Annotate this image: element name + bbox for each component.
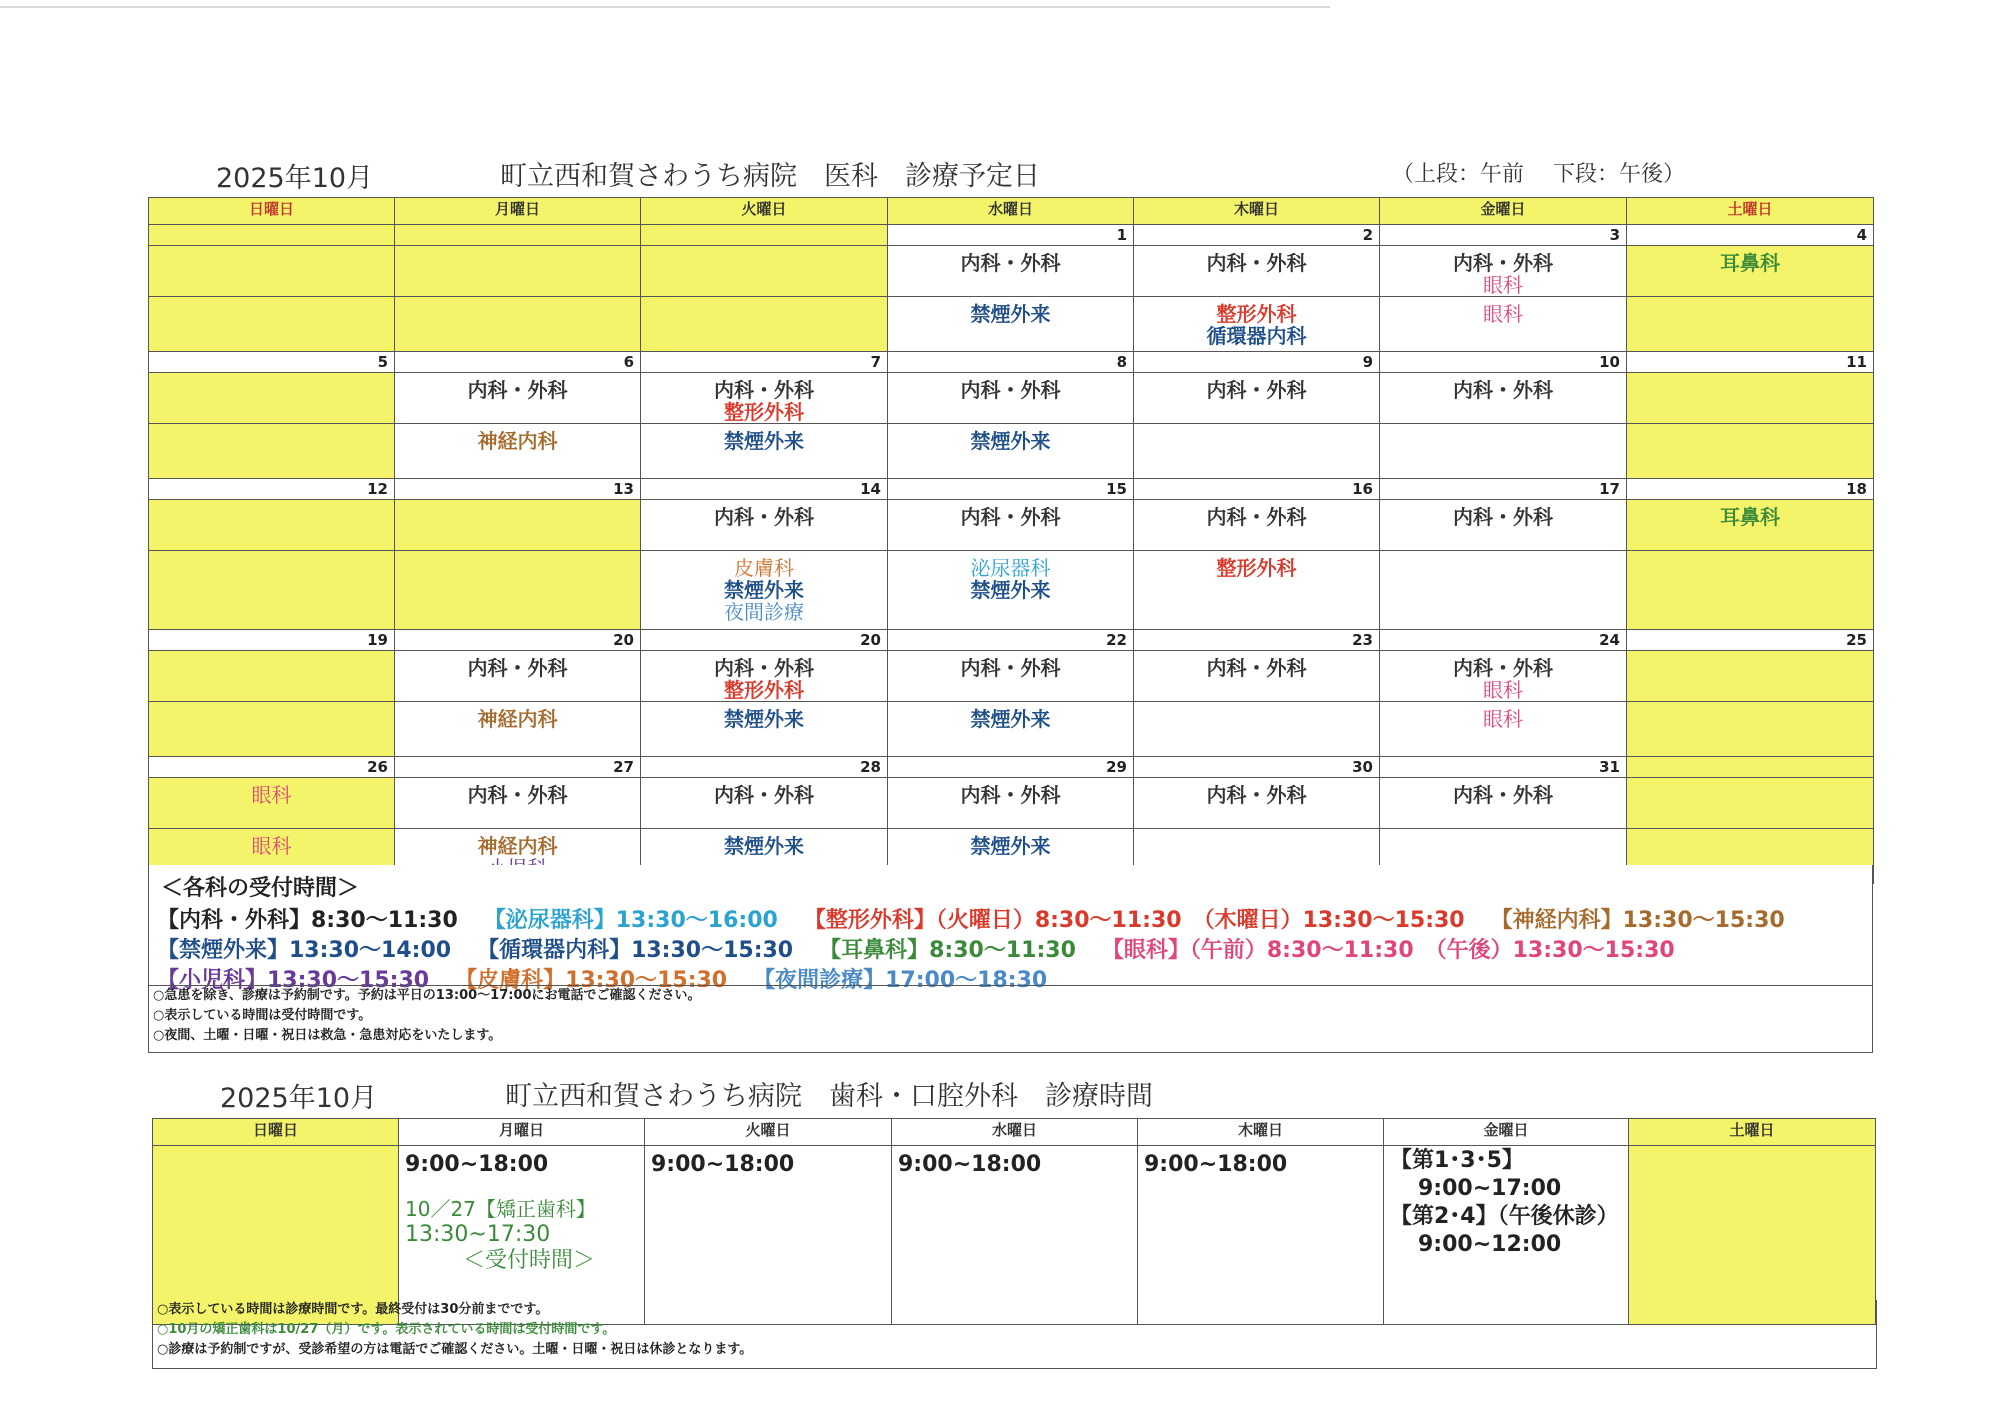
morning-cell bbox=[888, 778, 1134, 829]
day-number: 23 bbox=[1134, 630, 1380, 651]
day-number: 16 bbox=[1134, 479, 1380, 500]
dental-weekday-header: 土曜日 bbox=[1629, 1119, 1876, 1146]
department-label: 眼科 bbox=[1483, 678, 1523, 702]
morning-cell bbox=[888, 373, 1134, 424]
week-am-row bbox=[149, 373, 1874, 424]
dental-sunday-cell bbox=[153, 1146, 399, 1325]
morning-cell bbox=[1627, 500, 1874, 551]
dental-hours: 9:00~18:00 bbox=[651, 1152, 795, 1177]
afternoon-cell bbox=[1380, 702, 1627, 757]
orthodontics-date: 10／27【矯正歯科】 bbox=[405, 1197, 596, 1221]
reception-hours-item: 【耳鼻科】8:30〜11:30 bbox=[819, 938, 1076, 963]
department-label: 内科・外科 bbox=[714, 656, 814, 680]
dental-hours: 9:00~18:00 bbox=[1144, 1152, 1288, 1177]
morning-cell bbox=[1134, 246, 1380, 297]
day-number: 1 bbox=[888, 225, 1134, 246]
reception-hours-item: 【小児科】13:30〜15:30 bbox=[157, 968, 430, 993]
medical-title: 町立西和賀さわうち病院 医科 診療予定日 bbox=[500, 161, 1040, 192]
day-number: 22 bbox=[888, 630, 1134, 651]
orthodontics-reception-note: ＜受付時間＞ bbox=[463, 1248, 596, 1273]
morning-cell bbox=[1134, 500, 1380, 551]
department-label: 神経内科 bbox=[477, 429, 558, 453]
ampm-note: （上段：午前 下段：午後） bbox=[1392, 162, 1685, 187]
friday-week-label: 【第1･3･5】 bbox=[1390, 1148, 1524, 1173]
scan-edge-line bbox=[0, 6, 1330, 8]
day-number: 31 bbox=[1380, 757, 1627, 778]
department-label: 内科・外科 bbox=[1453, 783, 1553, 807]
afternoon-cell bbox=[1380, 424, 1627, 479]
day-number: 13 bbox=[395, 479, 641, 500]
department-label: 内科・外科 bbox=[960, 656, 1061, 680]
afternoon-cell bbox=[641, 297, 888, 352]
week-daynum-row bbox=[149, 225, 1874, 246]
morning-cell bbox=[149, 651, 395, 702]
afternoon-cell bbox=[1380, 551, 1627, 630]
day-number: 25 bbox=[1627, 630, 1874, 651]
department-label: 禁煙外来 bbox=[970, 429, 1051, 453]
department-label: 内科・外科 bbox=[960, 505, 1061, 529]
morning-cell bbox=[888, 500, 1134, 551]
afternoon-cell bbox=[395, 702, 641, 757]
day-number: 20 bbox=[641, 630, 888, 651]
note-line: ○表示している時間は診療時間です。最終受付は30分前までです。 bbox=[157, 1302, 549, 1317]
morning-cell bbox=[641, 500, 888, 551]
department-label: 整形外科 bbox=[1216, 302, 1297, 326]
day-number: 10 bbox=[1380, 352, 1627, 373]
morning-cell bbox=[395, 651, 641, 702]
afternoon-cell bbox=[1627, 551, 1874, 630]
afternoon-cell bbox=[888, 702, 1134, 757]
morning-cell bbox=[1380, 778, 1627, 829]
dental-weekday-header: 日曜日 bbox=[153, 1119, 399, 1146]
morning-cell bbox=[641, 246, 888, 297]
day-number: 14 bbox=[641, 479, 888, 500]
department-label: 整形外科 bbox=[1216, 556, 1297, 580]
afternoon-cell bbox=[149, 424, 395, 479]
day-number: 18 bbox=[1627, 479, 1874, 500]
day-number: 19 bbox=[149, 630, 395, 651]
department-label: 耳鼻科 bbox=[1720, 251, 1780, 275]
day-number: 3 bbox=[1380, 225, 1627, 246]
dental-weekday-header: 水曜日 bbox=[892, 1119, 1138, 1146]
dental-saturday-cell bbox=[1629, 1146, 1876, 1325]
afternoon-cell bbox=[641, 424, 888, 479]
morning-cell bbox=[149, 246, 395, 297]
department-label: 泌尿器科 bbox=[970, 556, 1051, 580]
dental-thursday-cell bbox=[1138, 1146, 1384, 1325]
morning-cell bbox=[641, 651, 888, 702]
dental-year-month: 2025年10月 bbox=[220, 1083, 378, 1114]
reception-hours-item: 【禁煙外来】13:30〜14:00 bbox=[157, 938, 452, 963]
day-number: 20 bbox=[395, 630, 641, 651]
department-label: 眼科 bbox=[1483, 273, 1523, 297]
morning-cell bbox=[1627, 778, 1874, 829]
afternoon-cell bbox=[149, 297, 395, 352]
morning-cell bbox=[395, 500, 641, 551]
reception-hours-item: 【皮膚科】13:30〜15:30 bbox=[455, 968, 728, 993]
department-label: 禁煙外来 bbox=[970, 302, 1051, 326]
weekday-header: 月曜日 bbox=[395, 198, 641, 225]
department-label: 内科・外科 bbox=[960, 251, 1061, 275]
department-label: 眼科 bbox=[251, 834, 292, 858]
department-label: 内科・外科 bbox=[714, 505, 814, 529]
department-label: 内科・外科 bbox=[1453, 656, 1553, 680]
afternoon-cell bbox=[641, 551, 888, 630]
week-am-row bbox=[149, 500, 1874, 551]
day-number: 15 bbox=[888, 479, 1134, 500]
morning-cell bbox=[1380, 246, 1627, 297]
afternoon-cell bbox=[1627, 424, 1874, 479]
reception-hours-item: 【内科・外科】8:30〜11:30 bbox=[157, 908, 458, 933]
morning-cell bbox=[641, 373, 888, 424]
department-label: 内科・外科 bbox=[467, 783, 568, 807]
morning-cell bbox=[1627, 246, 1874, 297]
department-label: 内科・外科 bbox=[1206, 505, 1307, 529]
legend-heading: ＜各科の受付時間＞ bbox=[161, 876, 360, 901]
department-label: 内科・外科 bbox=[467, 378, 568, 402]
reception-hours-item: 【整形外科】（火曜日）8:30〜11:30 （木曜日）13:30〜15:30 bbox=[803, 908, 1465, 933]
department-label: 禁煙外来 bbox=[724, 429, 804, 453]
reception-hours-legend bbox=[148, 865, 1873, 1053]
friday-hours: 9:00~17:00 bbox=[1418, 1176, 1562, 1201]
department-label: 内科・外科 bbox=[1206, 378, 1307, 402]
reception-hours-item: 【夜間診療】17:00〜18:30 bbox=[753, 968, 1048, 993]
week-pm-row bbox=[149, 551, 1874, 630]
weekday-header: 火曜日 bbox=[641, 198, 888, 225]
department-label: 耳鼻科 bbox=[1720, 505, 1780, 529]
department-label: 循環器内科 bbox=[1206, 324, 1307, 348]
morning-cell bbox=[395, 246, 641, 297]
note-line: ○診療は予約制ですが、受診希望の方は電話でご確認ください。土曜・日曜・祝日は休診となります。 bbox=[157, 1342, 753, 1357]
dental-wednesday-cell bbox=[892, 1146, 1138, 1325]
department-label: 禁煙外来 bbox=[724, 834, 804, 858]
dental-tuesday-cell bbox=[645, 1146, 892, 1325]
department-label: 内科・外科 bbox=[960, 378, 1061, 402]
reception-hours-item: 【循環器内科】13:30〜15:30 bbox=[477, 938, 794, 963]
day-number: 12 bbox=[149, 479, 395, 500]
afternoon-cell bbox=[1627, 297, 1874, 352]
department-label: 禁煙外来 bbox=[970, 707, 1051, 731]
dental-hours: 9:00~18:00 bbox=[405, 1152, 549, 1177]
department-label: 禁煙外来 bbox=[724, 707, 804, 731]
day-number: 6 bbox=[395, 352, 641, 373]
calendar-body bbox=[149, 225, 1874, 884]
morning-cell bbox=[1380, 373, 1627, 424]
note-line: ○急患を除き、診療は予約制です。予約は平日の13:00〜17:00にお電話でご確認ください。 bbox=[153, 988, 701, 1003]
department-label: 整形外科 bbox=[724, 400, 804, 424]
weekday-header: 水曜日 bbox=[888, 198, 1134, 225]
department-label: 神経内科 bbox=[477, 834, 558, 858]
department-label: 内科・外科 bbox=[960, 783, 1061, 807]
day-number: 17 bbox=[1380, 479, 1627, 500]
dental-notes bbox=[152, 1300, 1877, 1369]
morning-cell bbox=[1380, 651, 1627, 702]
weekday-header: 土曜日 bbox=[1627, 198, 1874, 225]
reception-hours-item: 【泌尿器科】13:30〜16:00 bbox=[483, 908, 778, 933]
week-daynum-row bbox=[149, 352, 1874, 373]
morning-cell bbox=[1380, 500, 1627, 551]
department-label: 内科・外科 bbox=[714, 783, 814, 807]
department-label: 禁煙外来 bbox=[970, 578, 1051, 602]
dental-weekday-header: 木曜日 bbox=[1138, 1119, 1384, 1146]
week-daynum-row bbox=[149, 479, 1874, 500]
morning-cell bbox=[1134, 778, 1380, 829]
department-label: 皮膚科 bbox=[734, 556, 794, 580]
weekday-header: 金曜日 bbox=[1380, 198, 1627, 225]
morning-cell bbox=[888, 246, 1134, 297]
dental-friday-cell bbox=[1384, 1146, 1629, 1325]
day-number: 8 bbox=[888, 352, 1134, 373]
morning-cell bbox=[1627, 651, 1874, 702]
day-number: 27 bbox=[395, 757, 641, 778]
week-pm-row bbox=[149, 424, 1874, 479]
day-number bbox=[149, 225, 395, 246]
weekday-header-row bbox=[149, 198, 1874, 225]
friday-week-label: 【第2･4】（午後休診） bbox=[1390, 1204, 1619, 1229]
afternoon-cell bbox=[395, 424, 641, 479]
department-label: 整形外科 bbox=[724, 678, 804, 702]
department-label: 内科・外科 bbox=[1206, 251, 1307, 275]
week-am-row bbox=[149, 246, 1874, 297]
week-pm-row bbox=[149, 702, 1874, 757]
note-line: ○夜間、土曜・日曜・祝日は救急・急患対応をいたします。 bbox=[153, 1028, 502, 1043]
afternoon-cell bbox=[1134, 424, 1380, 479]
day-number: 9 bbox=[1134, 352, 1380, 373]
afternoon-cell bbox=[395, 551, 641, 630]
afternoon-cell bbox=[395, 297, 641, 352]
medical-notes bbox=[149, 985, 1872, 1046]
day-number bbox=[395, 225, 641, 246]
department-label: 眼科 bbox=[1483, 302, 1523, 326]
morning-cell bbox=[149, 778, 395, 829]
department-label: 夜間診療 bbox=[724, 600, 804, 624]
afternoon-cell bbox=[149, 702, 395, 757]
day-number: 11 bbox=[1627, 352, 1874, 373]
friday-hours: 9:00~12:00 bbox=[1418, 1232, 1562, 1257]
morning-cell bbox=[888, 651, 1134, 702]
department-label: 内科・外科 bbox=[1453, 378, 1553, 402]
legend-row bbox=[157, 933, 1701, 964]
department-label: 内科・外科 bbox=[1453, 505, 1553, 529]
department-label: 内科・外科 bbox=[1206, 783, 1307, 807]
day-number bbox=[641, 225, 888, 246]
afternoon-cell bbox=[1134, 551, 1380, 630]
day-number: 28 bbox=[641, 757, 888, 778]
week-daynum-row bbox=[149, 757, 1874, 778]
dental-title: 町立西和賀さわうち病院 歯科・口腔外科 診療時間 bbox=[505, 1081, 1153, 1112]
dental-weekday-header: 月曜日 bbox=[399, 1119, 645, 1146]
day-number bbox=[1627, 757, 1874, 778]
day-number: 4 bbox=[1627, 225, 1874, 246]
afternoon-cell bbox=[888, 551, 1134, 630]
week-daynum-row bbox=[149, 630, 1874, 651]
legend-row bbox=[157, 903, 1811, 934]
medical-year-month: 2025年10月 bbox=[216, 163, 374, 194]
morning-cell bbox=[395, 373, 641, 424]
week-pm-row bbox=[149, 297, 1874, 352]
morning-cell bbox=[149, 373, 395, 424]
morning-cell bbox=[149, 500, 395, 551]
day-number: 26 bbox=[149, 757, 395, 778]
day-number: 30 bbox=[1134, 757, 1380, 778]
medical-calendar bbox=[148, 197, 1874, 884]
dental-monday-cell bbox=[399, 1146, 645, 1325]
department-label: 内科・外科 bbox=[1206, 656, 1307, 680]
day-number: 7 bbox=[641, 352, 888, 373]
afternoon-cell bbox=[1380, 297, 1627, 352]
week-am-row bbox=[149, 778, 1874, 829]
week-am-row bbox=[149, 651, 1874, 702]
dental-schedule bbox=[152, 1118, 1876, 1325]
morning-cell bbox=[1134, 651, 1380, 702]
morning-cell bbox=[641, 778, 888, 829]
morning-cell bbox=[395, 778, 641, 829]
dental-weekday-header: 金曜日 bbox=[1384, 1119, 1629, 1146]
afternoon-cell bbox=[888, 297, 1134, 352]
department-label: 神経内科 bbox=[477, 707, 558, 731]
department-label: 禁煙外来 bbox=[970, 834, 1051, 858]
dental-weekday-header: 火曜日 bbox=[645, 1119, 892, 1146]
day-number: 2 bbox=[1134, 225, 1380, 246]
morning-cell bbox=[1134, 373, 1380, 424]
reception-hours-item: 【神経内科】13:30〜15:30 bbox=[1490, 908, 1785, 933]
afternoon-cell bbox=[641, 702, 888, 757]
department-label: 内科・外科 bbox=[714, 378, 814, 402]
afternoon-cell bbox=[1627, 702, 1874, 757]
weekday-header: 日曜日 bbox=[149, 198, 395, 225]
dental-hours: 9:00~18:00 bbox=[898, 1152, 1042, 1177]
morning-cell bbox=[1627, 373, 1874, 424]
day-number: 24 bbox=[1380, 630, 1627, 651]
reception-hours-item: 【眼科】（午前）8:30〜11:30 （午後）13:30〜15:30 bbox=[1101, 938, 1675, 963]
afternoon-cell bbox=[888, 424, 1134, 479]
afternoon-cell bbox=[1134, 297, 1380, 352]
day-number: 5 bbox=[149, 352, 395, 373]
department-label: 眼科 bbox=[1483, 707, 1523, 731]
department-label: 内科・外科 bbox=[467, 656, 568, 680]
weekday-header: 木曜日 bbox=[1134, 198, 1380, 225]
note-line: ○表示している時間は受付時間です。 bbox=[153, 1008, 372, 1023]
afternoon-cell bbox=[149, 551, 395, 630]
day-number: 29 bbox=[888, 757, 1134, 778]
note-line: ○10月の矯正歯科は10/27（月）です。表示されている時間は受付時間です。 bbox=[157, 1322, 616, 1337]
department-label: 禁煙外来 bbox=[724, 578, 804, 602]
orthodontics-hours: 13:30~17:30 bbox=[405, 1222, 551, 1247]
department-label: 内科・外科 bbox=[1453, 251, 1553, 275]
afternoon-cell bbox=[1134, 702, 1380, 757]
department-label: 眼科 bbox=[251, 783, 292, 807]
